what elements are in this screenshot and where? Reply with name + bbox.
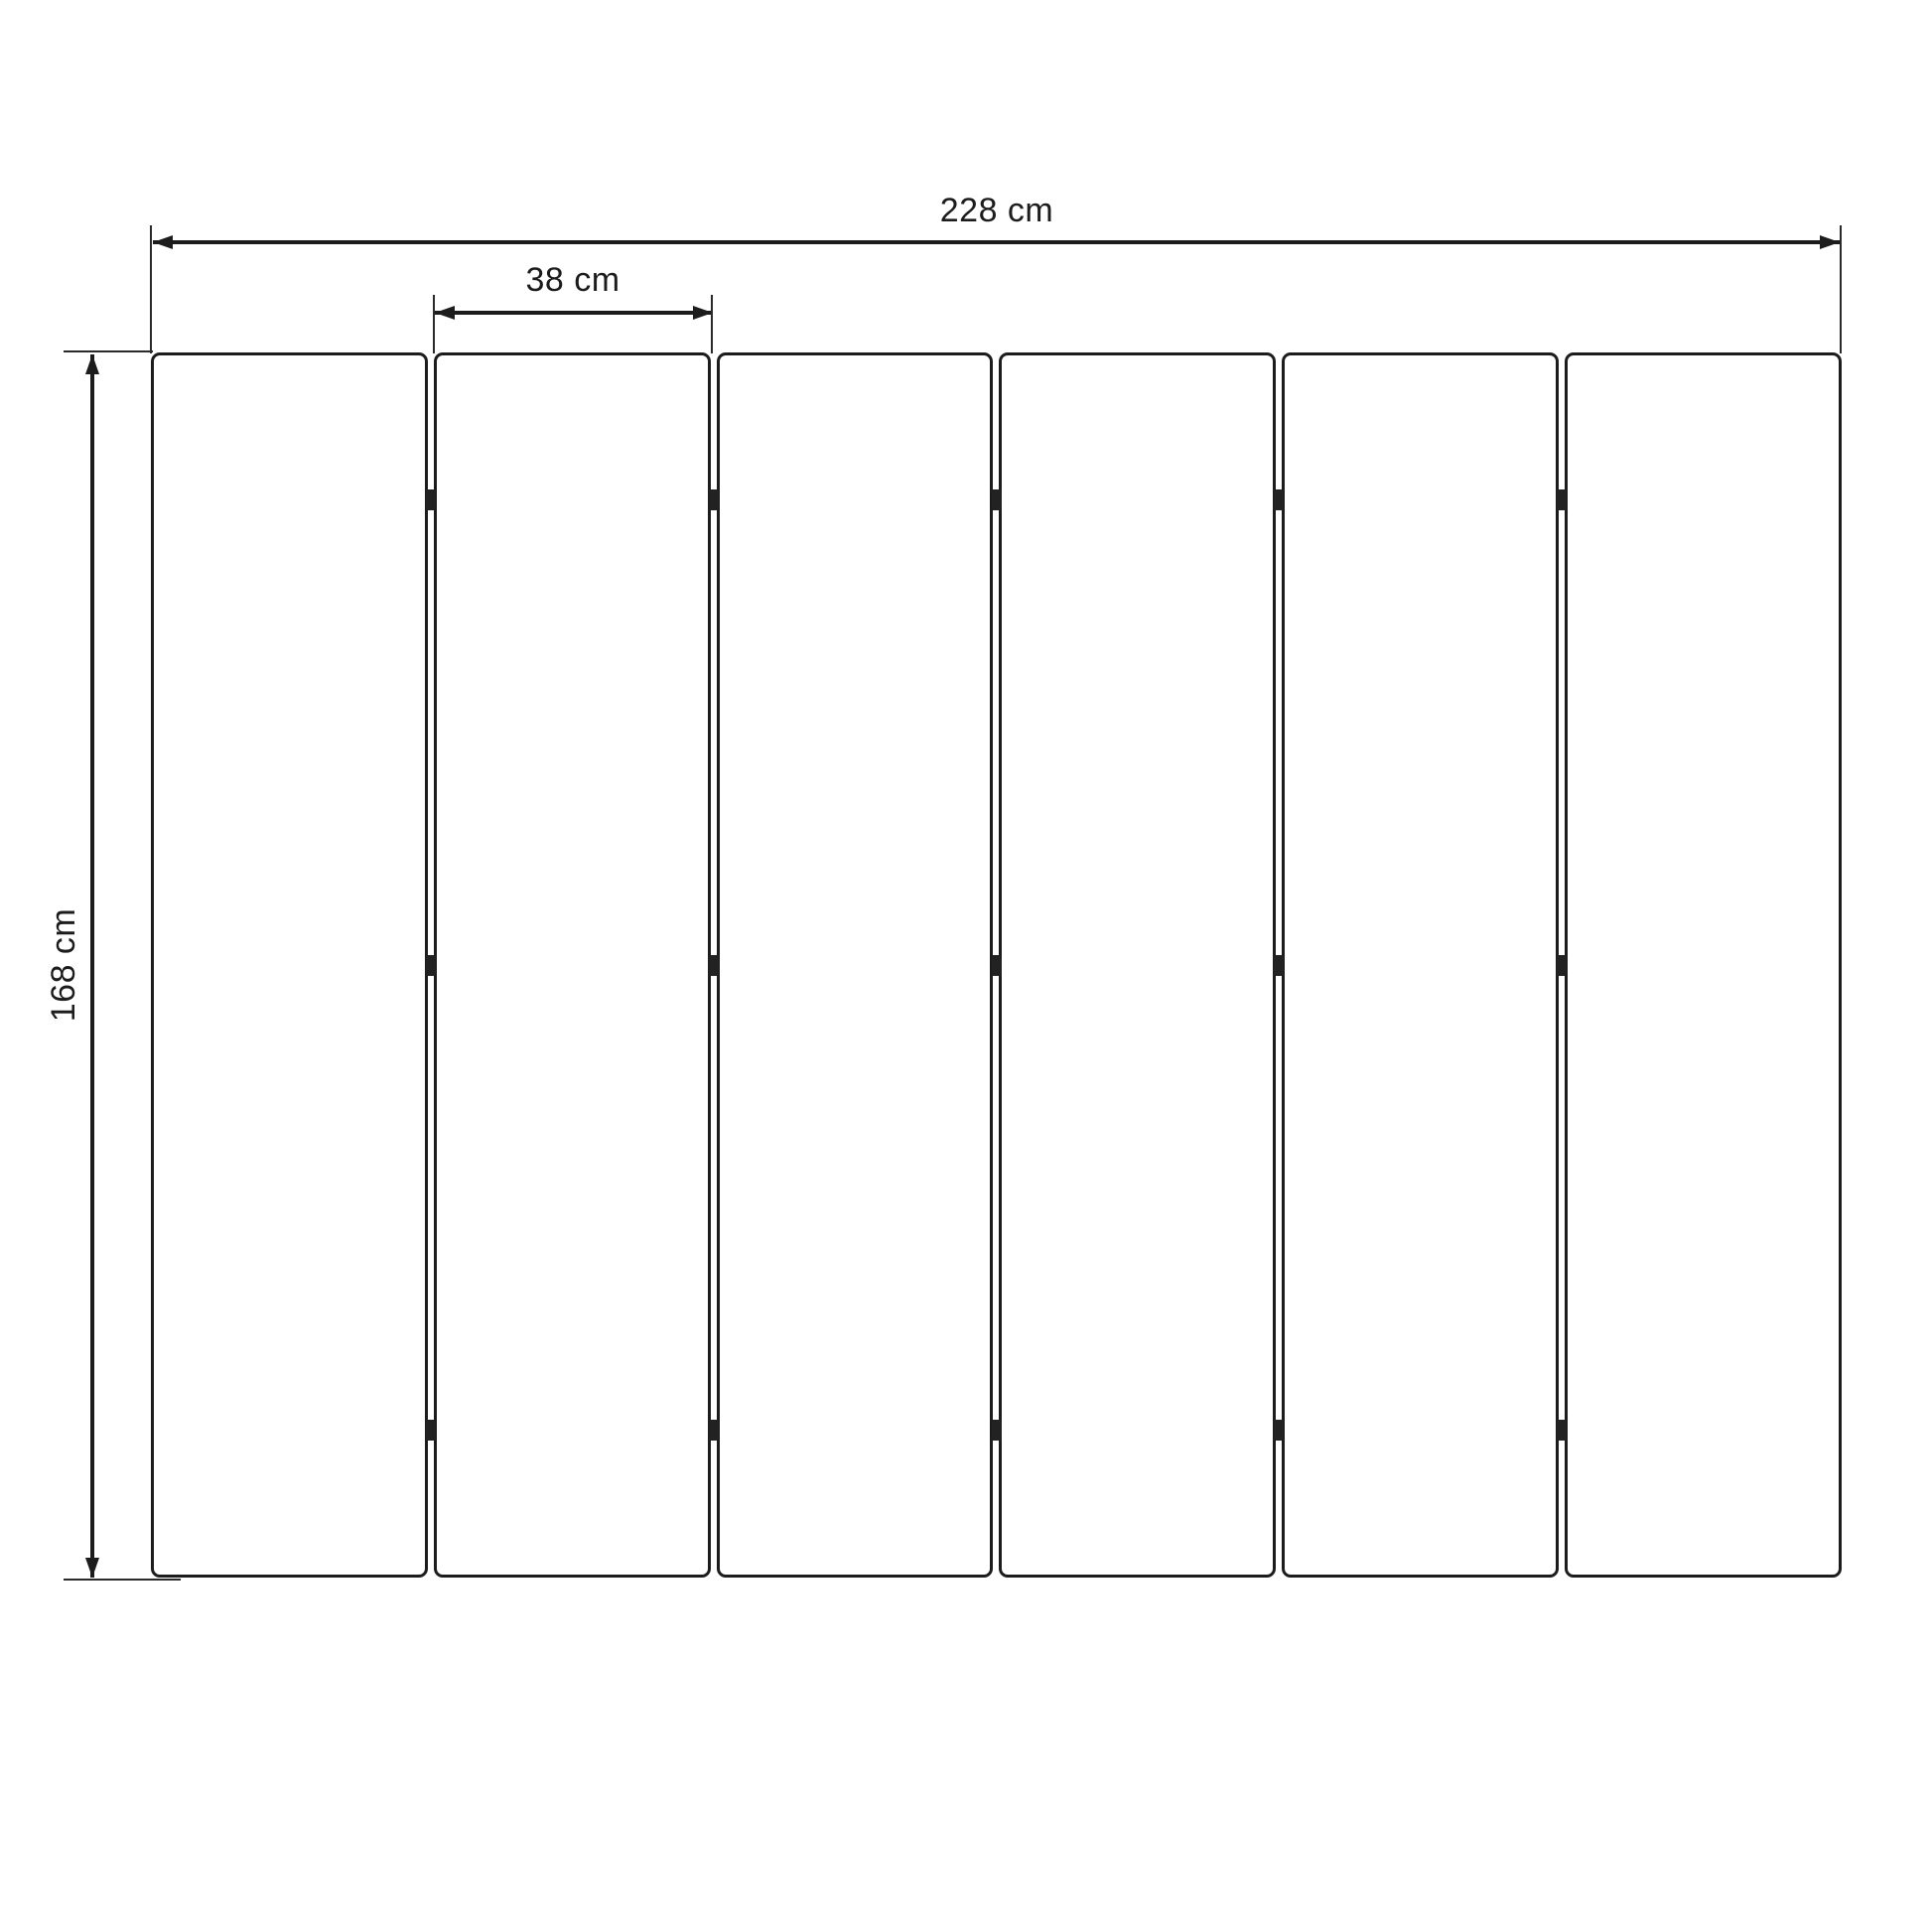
total-width-dimension-line <box>153 240 1840 244</box>
extension-line-right <box>1840 225 1842 353</box>
total-width-label: 228 cm <box>939 192 1054 229</box>
panel <box>999 352 1276 1578</box>
extension-line-top <box>64 350 153 352</box>
height-label: 168 cm <box>45 907 82 1023</box>
arrow-right-icon <box>693 306 713 320</box>
arrow-right-icon <box>1820 235 1840 249</box>
extension-line-right <box>711 295 713 353</box>
panel-width-label: 38 cm <box>525 261 621 299</box>
extension-line-left <box>433 295 435 353</box>
panel <box>434 352 711 1578</box>
extension-line-left <box>150 225 152 353</box>
height-dimension-line <box>90 354 94 1578</box>
panel <box>1282 352 1559 1578</box>
panel <box>1565 352 1842 1578</box>
panel <box>151 352 428 1578</box>
panel <box>717 352 994 1578</box>
extension-line-bottom <box>64 1579 181 1581</box>
panel-width-dimension-line <box>435 311 713 315</box>
panel-row <box>151 352 1842 1578</box>
arrow-left-icon <box>153 235 173 249</box>
arrow-left-icon <box>435 306 455 320</box>
arrow-up-icon <box>85 354 99 374</box>
arrow-down-icon <box>85 1558 99 1578</box>
